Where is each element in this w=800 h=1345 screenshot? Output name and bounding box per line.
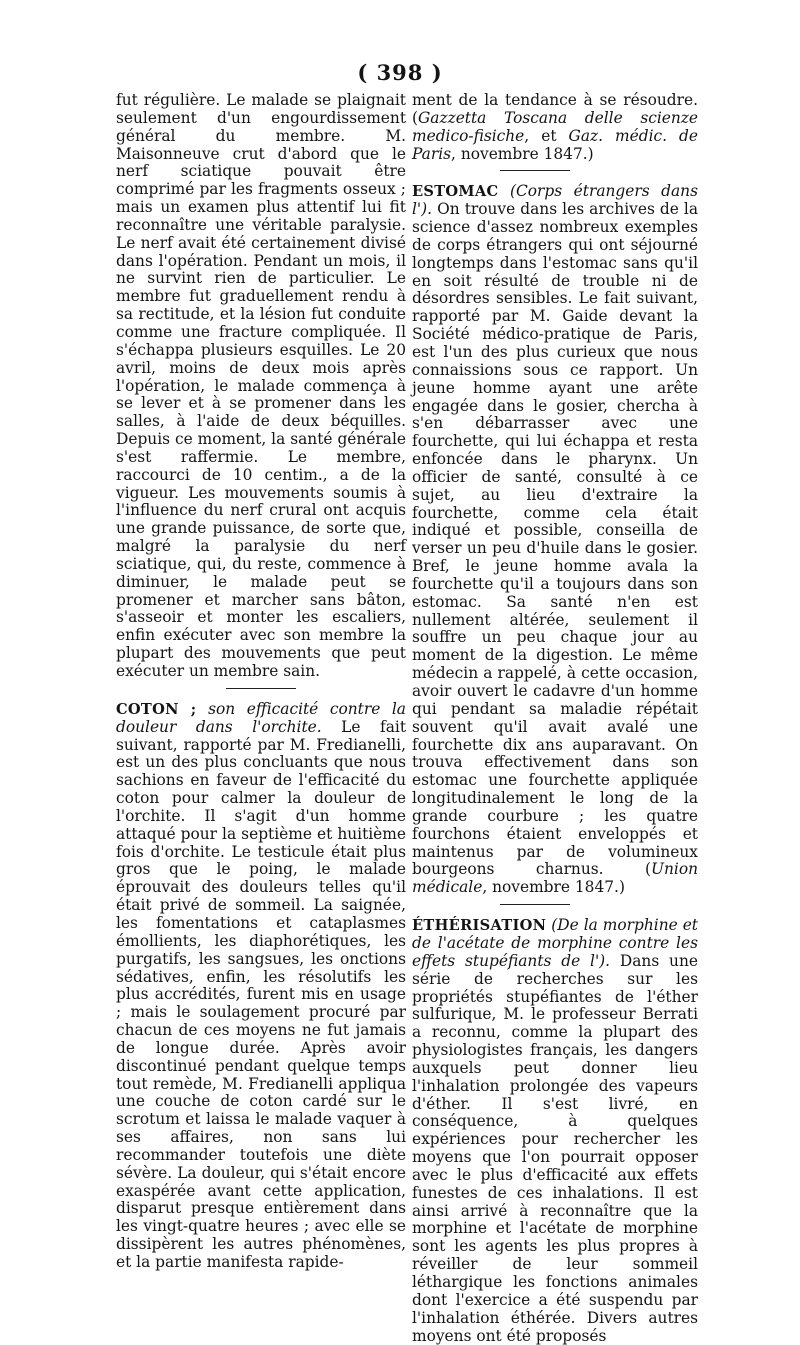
estomac-heading: ESTOMAC <box>412 183 499 201</box>
estomac-body: On trouve dans les archives de la science d'assez nombreux exemples de corps étrangers qui ont séjourné longtemps dans l'estomac sans qu'il en soit résulté de trouble ni de désordres sensibles. Le fait suivant, rapporté par M. Gaide devant la Société médico-pratique de Paris, est l'un des plus curieux que nous connaissions sous ce rapport. Un jeune homme ayant une arête engagée dans le gosier, chercha à s'en débarrasser avec une fourchette, qui lui échappa et resta enfoncée dans le pharynx. Un officier de santé, consulté à ce sujet, au lieu d'extraire la fourchette, comme cela était indiqué et possible, conseilla de verser un peu d'huile dans le gosier. Bref, le jeune homme avala la fourchette qu'il a toujours dans son estomac. Sa santé n'en est nullement altérée, seulement il souffre un peu chaque jour au moment de la digestion. Le même médecin a rappelé, à cette occasion, avoir ouvert le cadavre d'un homme qui pendant sa maladie répétait souvent qu'il avait avalé une fourchette dix ans auparavant. On trouva effectivement dans son estomac une fourchette appliquée longitudinalement le long de la grande courbure ; les quatre fourchons étaient enveloppés et maintenus par de volumineux bourgeons charnus. ( <box>412 200 698 879</box>
paragraph-continuation-right <box>412 92 698 163</box>
source-citation-2: Gaz. médic. de Paris <box>412 126 698 163</box>
coton-heading: COTON ; <box>116 700 197 718</box>
coton-subtitle: son efficacité contre la douleur dans l'orchite. <box>116 699 406 736</box>
estomac-section <box>412 183 698 897</box>
source-citation-1: Gazzetta Toscana delle scienze medico-fisiche <box>412 108 698 145</box>
estomac-subtitle: (Corps étrangers dans l'). <box>412 182 698 219</box>
etherisation-heading: ÉTHÉRISATION <box>412 917 547 935</box>
coton-body: Le fait suivant, rapporté par M. Fredianelli, est un des plus concluants que nous sachions en faveur de l'efficacité du coton pour calmer la douleur de l'orchite. Il s'agit d'un homme attaqué pour la septième et huitième fois d'orchite. Le testicule était plus gros que le poing, le malade éprouvait des douleurs telles qu'il était privé de sommeil. La saignée, les fomentations et cataplasmes émollients, les diaphorétiques, les purgatifs, les sangsues, les onctions sédatives, enfin, les résolutifs les plus accrédités, furent mis en usage ; mais le soulagement procuré par chacun de ces moyens ne fut jamais de longue durée. Après avoir discontinué pendant quelque temps tout remède, M. Fredianelli appliqua une couche de coton cardé sur le scrotum et laissa le malade vaquer à ses affaires, non sans lui recommander toutefois une diète sévère. La douleur, qui s'était encore exaspérée avant cette application, disparut presque entièrement dans les vingt-quatre heures ; avec elle se dissipèrent les autres phénomènes, et la partie manifesta rapide- <box>116 717 407 1271</box>
continuation-text-start: ment de la tendance à se résoudre. ( <box>412 91 698 127</box>
estomac-source: Union médicale <box>412 860 698 897</box>
continuation-text-end: , novembre 1847.) <box>451 144 594 163</box>
paragraph-continuation: fut régulière. Le malade se plaignait seulement d'un engourdissement général du membre. M. Maisonneuve crut d'abord que le nerf sciatique pouvait être comprimé par les fragments osseux ; mais un examen plus attentif lui fit reconnaître une véritable paralysie. Le nerf avait été certainement divisé dans l'opération. Pendant un mois, il ne survint rien de particulier. Le membre fut graduellement rendu à sa rectitude, et la lésion fut conduite comme une fracture compliquée. Il s'échappa plusieurs esquilles. Le 20 avril, moins de deux mois après l'opération, le malade commença à se lever et à se promener dans les salles, à l'aide de deux béquilles. Depuis ce moment, la santé générale s'est raffermie. Le membre, raccourci de 10 centim., a de la vigueur. Les mouvements soumis à l'influence du nerf crural ont acquis une grande puissance, de sorte que, malgré la paralysie du nerf sciatique, qui, du reste, commence à diminuer, le malade peut se promener et marcher sans bâton, s'asseoir et monter les escaliers, enfin exécuter avec son membre la plupart des mouvements que peut exécuter un membre sain. <box>116 91 406 680</box>
page-number: ( 398 ) <box>357 60 443 85</box>
section-divider <box>500 170 570 171</box>
continuation-text-mid: , et <box>524 126 569 145</box>
right-column <box>412 92 698 1345</box>
left-column <box>116 92 406 1272</box>
coton-section <box>116 701 406 1272</box>
etherisation-body: Dans une série de recherches sur les propriétés stupéfiantes de l'éther sulfurique, M. le professeur Berrati a reconnu, comme la plupart des physiologistes français, les dangers auxquels peut donner lieu l'inhalation prolongée des vapeurs d'éther. Il s'est livré, en conséquence, à quelques expériences pour rechercher les moyens que l'on pourrait opposer avec le plus d'efficacité aux effets funestes de ces inhalations. Il est ainsi arrivé à reconnaître que la morphine et l'acétate de morphine sont les agents les plus propres à réveiller de leur sommeil léthargique les fonctions animales dont l'exercice a été suspendu par l'inhalation éthérée. Divers autres moyens ont été proposés <box>412 951 698 1345</box>
section-divider <box>500 904 570 905</box>
section-divider <box>226 688 296 689</box>
etherisation-subtitle: (De la morphine et de l'acétate de morphine contre les effets stupéfiants de l'). <box>412 916 698 970</box>
estomac-source-end: , novembre 1847.) <box>482 878 625 897</box>
etherisation-section <box>412 917 698 1345</box>
